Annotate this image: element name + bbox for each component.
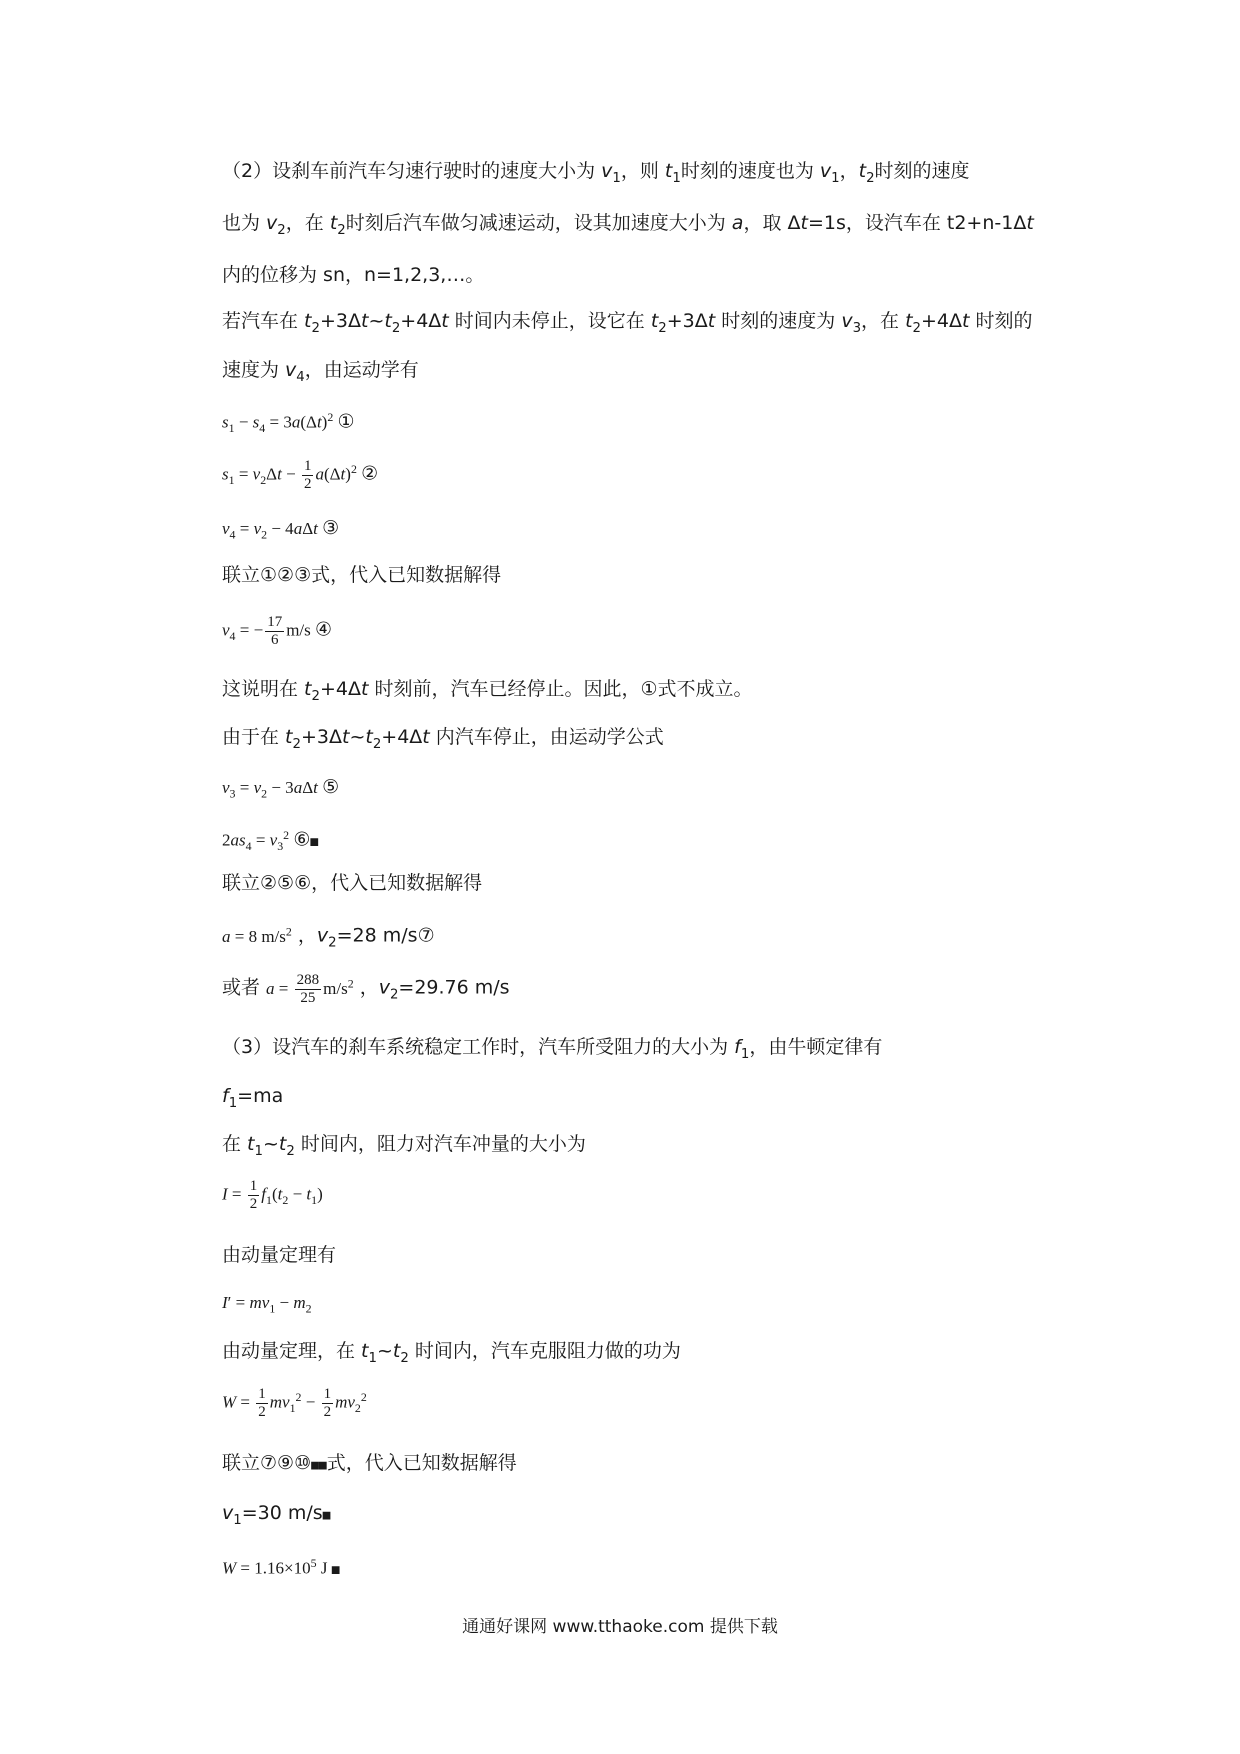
- text: =30 m/s: [241, 1502, 323, 1524]
- text: =1s，设汽车在 t2+n-1Δ: [807, 212, 1027, 234]
- text: =29.76 m/s: [398, 976, 510, 999]
- text: +3Δ: [300, 726, 342, 748]
- equation-1: $s_1 - s_4 = 3a(\Delta t)^2$ ①: [222, 410, 355, 436]
- p2-line-9: 联立②⑤⑥，代入已知数据解得: [222, 872, 483, 894]
- text: 时刻的速度: [874, 160, 970, 182]
- equation-number: ②: [361, 462, 379, 485]
- text: +3Δ: [319, 310, 361, 332]
- p3-line-1: （3）设汽车的刹车系统稳定工作时，汽车所受阻力的大小为 $f_1$，由牛顿定律有: [222, 1036, 883, 1062]
- p2-line-4: 若汽车在 $t_2+3\Delta t\sim t_2+4\Delta t$ 时间内未停止，设它在 $t_2+3\Delta t$ 时刻的速度为 $v_3$，在 $t_2+4\Delta t$ 时刻的: [222, 310, 1033, 336]
- p2-line-6: 联立①②③式，代入已知数据解得: [222, 564, 502, 586]
- text: 若汽车在: [222, 310, 305, 332]
- equation-number: ④: [315, 618, 333, 641]
- p3-line-2: $f_1=ma$: [222, 1085, 284, 1111]
- p3-line-6: [222, 1450, 517, 1479]
- text: +4Δ: [921, 310, 963, 332]
- text: ，在: [861, 310, 906, 332]
- p2-line-3: 内的位移为 sn，n=1,2,3,…。: [222, 264, 485, 286]
- equation-5: $v_3 = v_2 - 3a\Delta t$ ⑤: [222, 776, 340, 801]
- text: =28 m/s⑦: [336, 924, 435, 947]
- text: 时刻的: [975, 310, 1033, 332]
- p3-line-5: 由动量定理，在 $t_1\sim t_2$ 时间内，汽车克服阻力做的功为: [222, 1340, 681, 1366]
- text: 时间内未停止，设它在: [454, 310, 651, 332]
- text: +4Δ: [319, 678, 361, 700]
- text: 这说明在: [222, 678, 305, 700]
- text: ~: [349, 726, 366, 748]
- text: 由于在: [222, 726, 286, 748]
- equation-number: ①: [337, 410, 355, 433]
- p3-line-4: 由动量定理有: [222, 1244, 337, 1266]
- glyph-placeholder-icon: ■: [310, 834, 319, 850]
- equation-7: a = 8 $m/s^2$ ，$v_2=28$ m/s⑦: [222, 924, 435, 951]
- equation-8: 或者 a = $\frac{288}{25}$ $m/s^2$ ，$v_2=29.76$ m/s: [222, 972, 510, 1007]
- text: +4Δ: [400, 310, 442, 332]
- text: 时间内，阻力对汽车冲量的大小为: [300, 1133, 586, 1155]
- text: 时刻的速度为: [721, 310, 842, 332]
- text: ~: [262, 1133, 279, 1155]
- text: 由动量定理，在: [222, 1340, 362, 1362]
- glyph-placeholder-icon: ■: [322, 1508, 331, 1523]
- text: ，由运动学有: [304, 359, 419, 381]
- text: （3）设汽车的刹车系统稳定工作时，汽车所受阻力的大小为: [222, 1036, 735, 1058]
- footer-watermark: 通通好课网 www.tthaoke.com 提供下载: [462, 1617, 778, 1637]
- p3-line-7: $v_1=30$ m/s■: [222, 1502, 331, 1528]
- p2-line-1: （2）设刹车前汽车匀速行驶时的速度大小为 $v_1$，则 $t_1$时刻的速度也为 $v_1$，$t_2$时刻的速度: [222, 160, 970, 186]
- equation-2: $s_1 = v_2\Delta t$ − $\frac{1}{2}$ $a(\Delta t)^2$ ②: [222, 458, 379, 493]
- text: =ma: [237, 1085, 284, 1107]
- text: 也为: [222, 212, 267, 234]
- equation-momentum: $I' = mv_1 - m_2$: [222, 1293, 312, 1316]
- text: ，由牛顿定律有: [749, 1036, 883, 1058]
- glyph-placeholder-icon: ■: [331, 1562, 340, 1578]
- glyph-placeholder-icon: ■■: [311, 1458, 327, 1473]
- text: ，: [839, 160, 859, 182]
- text: 联立⑦⑨⑩: [222, 1452, 312, 1474]
- equation-number: ③: [322, 517, 340, 539]
- text: ~: [376, 1340, 393, 1362]
- text: 或者: [222, 976, 267, 999]
- text: ~: [368, 310, 385, 332]
- text: ，在: [285, 212, 330, 234]
- p3-line-3: 在 $t_1\sim t_2$ 时间内，阻力对汽车冲量的大小为: [222, 1133, 586, 1159]
- equation-6: $2as_4 = v_3^2$ ⑥■: [222, 828, 319, 854]
- text: ，取 Δ: [743, 212, 801, 234]
- p2-line-7: 这说明在 $t_2+4\Delta t$ 时刻前，汽车已经停止。因此，①式不成立。: [222, 678, 753, 704]
- equation-4: $v_4$ = − $\frac{17}{6}$ m/s ④: [222, 614, 333, 648]
- text: 式，代入已知数据解得: [326, 1452, 517, 1474]
- p2-line-5: 速度为 $v_4$，由运动学有: [222, 359, 419, 385]
- text: 内汽车停止，由运动学公式: [435, 726, 664, 748]
- text: ，则: [620, 160, 665, 182]
- text: 速度为: [222, 359, 286, 381]
- p2-line-8: 由于在 $t_2+3\Delta t\sim t_2+4\Delta t$ 内汽车停止，由运动学公式: [222, 726, 664, 752]
- text: +3Δ: [666, 310, 708, 332]
- equation-work: W = $\frac{1}{2}$ $mv_1^2$ − $\frac{1}{2}$ $mv_2^2$: [222, 1386, 367, 1421]
- equation-work-result: $W = 1.16\times 10^5$ J ■: [222, 1556, 340, 1578]
- equation-3: $v_4 = v_2 - 4a\Delta t$ ③: [222, 517, 340, 542]
- equation-number: ⑥: [293, 828, 311, 851]
- text: 时间内，汽车克服阻力做的功为: [414, 1340, 681, 1362]
- p2-line-2: 也为 $v_2$，在 $t_2$时刻后汽车做匀减速运动，设其加速度大小为 a，取 Δt=1s，设汽车在 t2+n-1Δt: [222, 212, 1034, 238]
- text: +4Δ: [381, 726, 423, 748]
- equation-number: ⑤: [322, 776, 340, 798]
- text: 时刻的速度也为: [680, 160, 820, 182]
- text: 时刻后汽车做匀减速运动，设其加速度大小为: [345, 212, 732, 234]
- text: 在: [222, 1133, 248, 1155]
- equation-impulse: I = $\frac{1}{2}$ $f_1(t_2 - t_1)$: [222, 1178, 323, 1212]
- text: 时刻前，汽车已经停止。因此，①式不成立。: [374, 678, 753, 700]
- text: （2）设刹车前汽车匀速行驶时的速度大小为: [222, 160, 602, 182]
